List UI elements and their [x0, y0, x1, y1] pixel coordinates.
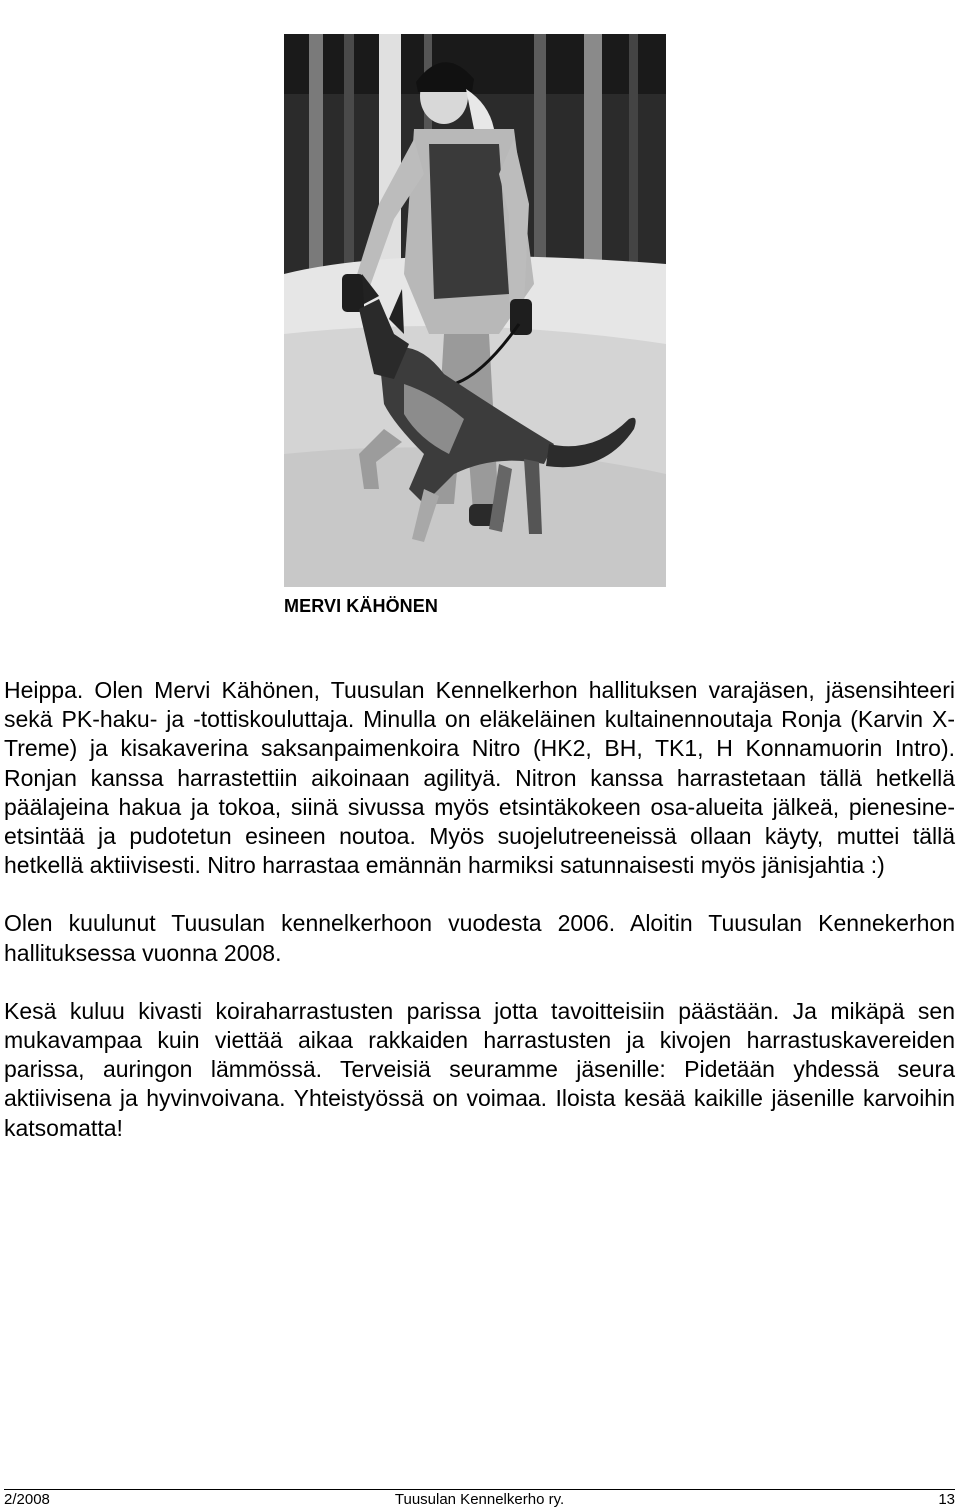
footer-divider — [4, 1489, 955, 1490]
page-footer — [4, 1491, 955, 1509]
article-body — [4, 676, 955, 1143]
paragraph-summer-greetings: Kesä kuluu kivasti koiraharrastusten parissa jotta tavoitteisiin päästään. Ja mikäpä sen mukavampaa kuin viettää aikaa rakkaiden harrastusten ja kivojen harrastuskavereiden parissa, auringon lämmössä. Terveisiä seuramme jäsenille: Pidetään yhdessä seura aktiivisena ja hyvinvoivana. Yhteistyössä on voimaa. Iloista kesää kaikille jäsenille karvoihin katsomatta! — [4, 997, 955, 1141]
footer-publisher: Tuusulan Kennelkerho ry. — [394, 1491, 565, 1508]
photo-woman-with-dog — [284, 34, 666, 587]
paragraph-intro: Heippa. Olen Mervi Kähönen, Tuusulan Kennelkerhon hallituksen varajäsen, jäsensihteeri sekä PK-haku- ja -tottiskouluttaja. Minulla on eläkeläinen kultainennoutaja Ronja (Karvin X-Treme) ja kisakaverina saksanpaimenkoira Nitro (HK2, BH, TK1, H Konnamuorin Intro). Ronjan kanssa harrastettiin aikoinaan agilityä. Nitron kanssa harrastetaan tällä hetkellä päälajeina hakua ja tokoa, siinä sivussa myös etsintäkokeen osa-alueita jälkeä, pienesine-etsintää ja pudotetun esineen noutoa. Myös suojelutreeneissä ollaan käyty, muttei tällä hetkellä aktiivisesti. Nitro harrastaa emännän harmiksi satunnaisesti myös jänisjahtia :) — [4, 677, 955, 879]
photo-illustration — [284, 34, 666, 587]
footer-issue: 2/2008 — [4, 1491, 50, 1508]
author-name-heading: MERVI KÄHÖNEN — [284, 596, 438, 616]
footer-page-number: 13 — [938, 1491, 955, 1508]
paragraph-membership: Olen kuulunut Tuusulan kennelkerhoon vuodesta 2006. Aloitin Tuusulan Kennekerhon hallituksessa vuonna 2008. — [4, 910, 955, 966]
